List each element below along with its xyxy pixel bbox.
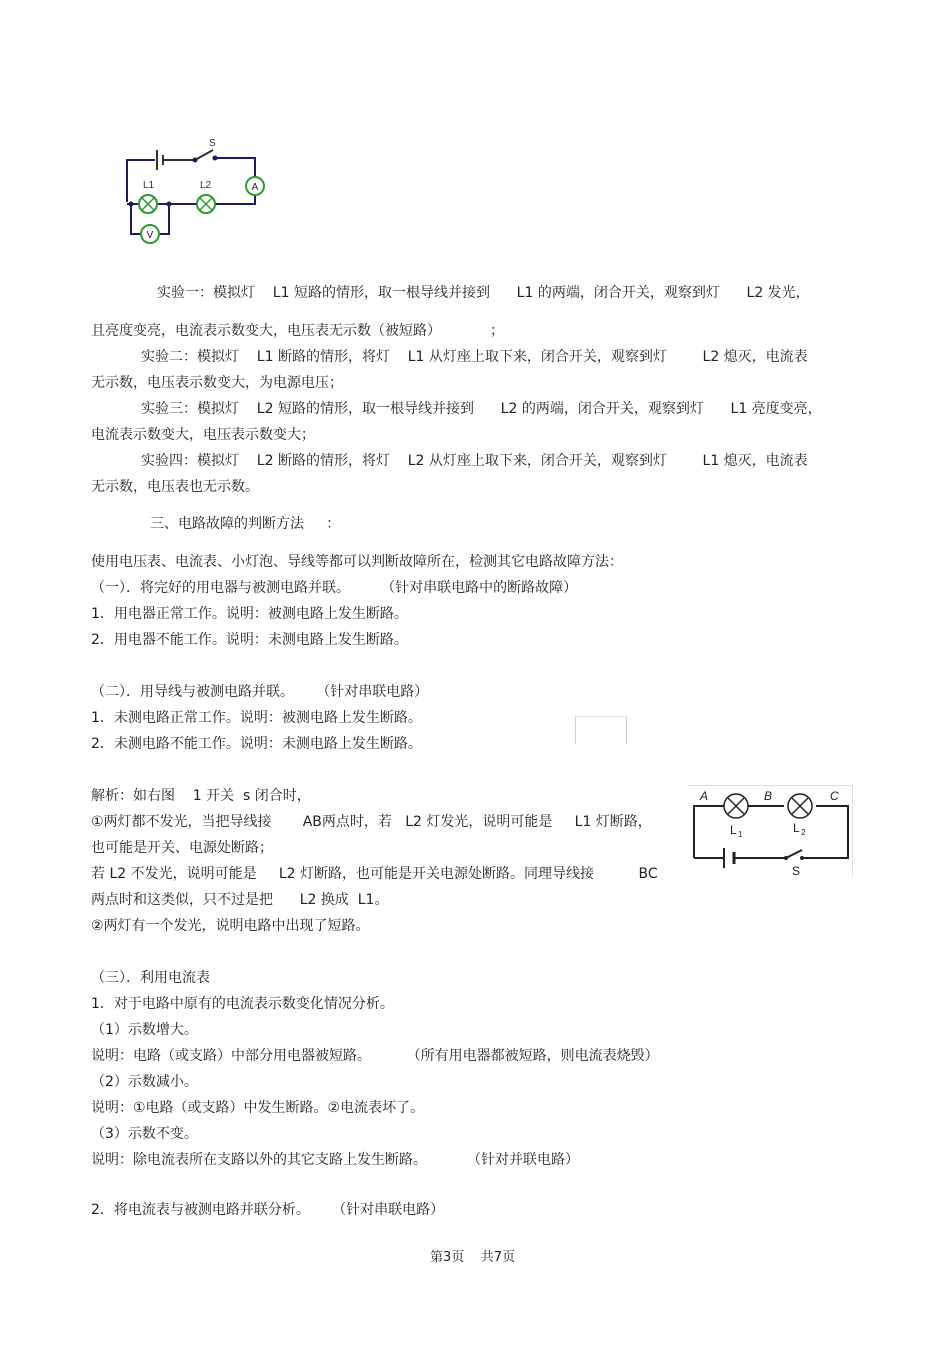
text-line: 实验三：模拟灯 L2 短路的情形，取一根导线并接到 L2 的两端，闭合开关，观察到灯 L1 亮度变亮，	[141, 401, 822, 417]
text-line: 1．未测电路正常工作。说明：被测电路上发生断路。	[91, 710, 422, 726]
text-line: （一）．将完好的用电器与被测电路并联。 （针对串联电路中的断路故障）	[91, 580, 578, 596]
voltmeter-icon	[141, 225, 159, 243]
text-line: 解析：如右图 1 开关 s 闭合时，	[91, 788, 311, 804]
point-a-label: A	[700, 789, 709, 803]
circuit-diagram-2	[688, 785, 853, 876]
text-line: 说明：除电流表所在支路以外的其它支路上发生断路。 （针对并联电路）	[91, 1152, 580, 1168]
text-line: （2）示数减小。	[91, 1074, 198, 1090]
text-line: 两点时和这类似，只不过是把 L2 换成 L1。	[91, 892, 389, 908]
text-line: 无示数，电压表示数变大，为电源电压；	[91, 375, 343, 391]
text-line: 说明：电路（或支路）中部分用电器被短路。 （所有用电器都被短路，则电流表烧毁）	[91, 1048, 659, 1064]
text-line: 实验二：模拟灯 L1 断路的情形，将灯 L1 从灯座上取下来，闭合开关，观察到灯 L2 熄灭，电流表	[141, 349, 808, 365]
text-line: 说明：①电路（或支路）中发生断路。②电流表坏了。	[91, 1100, 425, 1116]
lamp-l2-icon	[197, 195, 215, 213]
text-line: 且亮度变亮，电流表示数变大，电压表无示数（被短路） ；	[91, 323, 504, 339]
text-line: （1）示数增大。	[91, 1022, 198, 1038]
text-line: 若 L2 不发光，说明可能是 L2 灯断路，也可能是开关电源处断路。同理导线接 BC	[91, 866, 658, 882]
voltmeter-label: V	[146, 230, 154, 241]
switch-label: S	[792, 864, 801, 876]
text-line: 2．用电器不能工作。说明：未测电路上发生断路。	[91, 632, 408, 648]
lamp1-subscript: 1	[738, 830, 743, 839]
text-line: 1．对于电路中原有的电流表示数变化情况分析。	[91, 996, 394, 1012]
text-line: 实验四：模拟灯 L2 断路的情形，将灯 L2 从灯座上取下来，闭合开关，观察到灯 L1 熄灭，电流表	[141, 453, 808, 469]
blank-figure-box	[575, 716, 627, 744]
text-line: （二）．用导线与被测电路并联。 （针对串联电路）	[91, 684, 429, 700]
text-line: （三）．利用电流表	[91, 970, 210, 986]
ammeter-icon	[246, 177, 264, 195]
text-line: 2．未测电路不能工作。说明：未测电路上发生断路。	[91, 736, 422, 752]
lamp2-label: L2	[200, 180, 212, 191]
text-line: 无示数，电压表也无示数。	[91, 479, 259, 495]
lamp2-label: L	[793, 821, 800, 835]
point-c-label: C	[830, 789, 839, 803]
lamp2-subscript: 2	[801, 828, 806, 837]
point-b-label: B	[764, 789, 773, 803]
lamp-l1-icon	[724, 794, 748, 818]
text-line: （3）示数不变。	[91, 1126, 198, 1142]
ammeter-label: A	[251, 182, 259, 193]
lamp1-label: L	[730, 823, 737, 837]
text-line: ①两灯都不发光，当把导线接 AB两点时，若 L2 灯发光，说明可能是 L1 灯断路，	[91, 814, 652, 830]
text-line: 使用电压表、电流表、小灯泡、导线等都可以判断故障所在，检测其它电路故障方法：	[91, 554, 623, 570]
lamp1-label: L1	[143, 180, 155, 191]
lamp-l1-icon	[139, 195, 157, 213]
section-heading: 三、电路故障的判断方法 ：	[150, 516, 341, 532]
text-line: 2．将电流表与被测电路并联分析。 （针对串联电路）	[91, 1202, 445, 1218]
lamp-l2-icon	[788, 794, 812, 818]
page-number: 第3页 共7页	[430, 1250, 516, 1265]
text-line: 也可能是开关、电源处断路；	[91, 840, 273, 856]
text-line: ②两灯有一个发光，说明电路中出现了短路。	[91, 918, 370, 934]
text-line: 实验一：模拟灯 L1 短路的情形，取一根导线并接到 L1 的两端，闭合开关，观察到灯 L2 发光，	[157, 285, 810, 301]
text-line: 电流表示数变大，电压表示数变大；	[91, 427, 315, 443]
switch-label: S	[209, 138, 216, 149]
circuit-diagram-1	[115, 130, 275, 250]
text-line: 1．用电器正常工作。说明：被测电路上发生断路。	[91, 606, 408, 622]
